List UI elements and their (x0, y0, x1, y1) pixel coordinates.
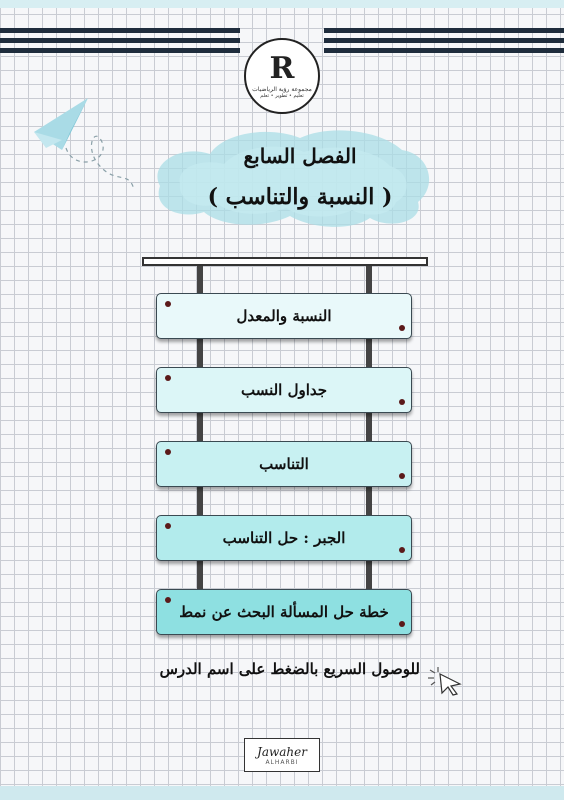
cursor-click-icon (426, 666, 466, 696)
top-frame (0, 0, 564, 8)
logo-letter: R (269, 50, 295, 86)
lesson-label: جداول النسب (240, 381, 328, 399)
nail-dot (165, 597, 171, 603)
lesson-label: التناسب (259, 455, 309, 473)
lesson-link-find-pattern[interactable] (156, 589, 412, 635)
nail-dot (399, 399, 405, 405)
lesson-label: الجبر : حل التناسب (222, 529, 346, 547)
chapter-subtitle: ( النسبة والتناسب ) (207, 184, 393, 210)
lesson-link-ratio-rate[interactable] (156, 293, 412, 339)
brand-logo (244, 38, 320, 114)
logo-tagline: تعليم • تطوير • تعلم (260, 92, 304, 99)
hanger-bar (142, 257, 428, 266)
instruction-text: للوصول السريع بالضغط على اسم الدرس (159, 660, 420, 678)
nail-dot (399, 473, 405, 479)
nail-dot (399, 621, 405, 627)
nail-dot (399, 325, 405, 331)
watercolor-cloud (140, 124, 440, 234)
signature-sub: ALHARBI (265, 758, 299, 766)
bottom-frame (0, 786, 564, 800)
chapter-title: الفصل السابع (243, 144, 357, 168)
signature-badge (244, 738, 320, 772)
lesson-link-proportion[interactable] (156, 441, 412, 487)
nail-dot (165, 523, 171, 529)
logo-subtitle: مجموعة رؤية الرياضيات (252, 85, 312, 93)
nail-dot (399, 547, 405, 553)
nail-dot (165, 301, 171, 307)
nail-dot (165, 375, 171, 381)
lesson-link-ratio-tables[interactable] (156, 367, 412, 413)
signature-name: Jawaher (257, 744, 307, 759)
lesson-link-solve-proportion[interactable] (156, 515, 412, 561)
nail-dot (165, 449, 171, 455)
lesson-label: النسبة والمعدل (236, 307, 332, 325)
lesson-label: خطة حل المسألة البحث عن نمط (179, 603, 389, 621)
paper-plane-icon (22, 92, 142, 202)
